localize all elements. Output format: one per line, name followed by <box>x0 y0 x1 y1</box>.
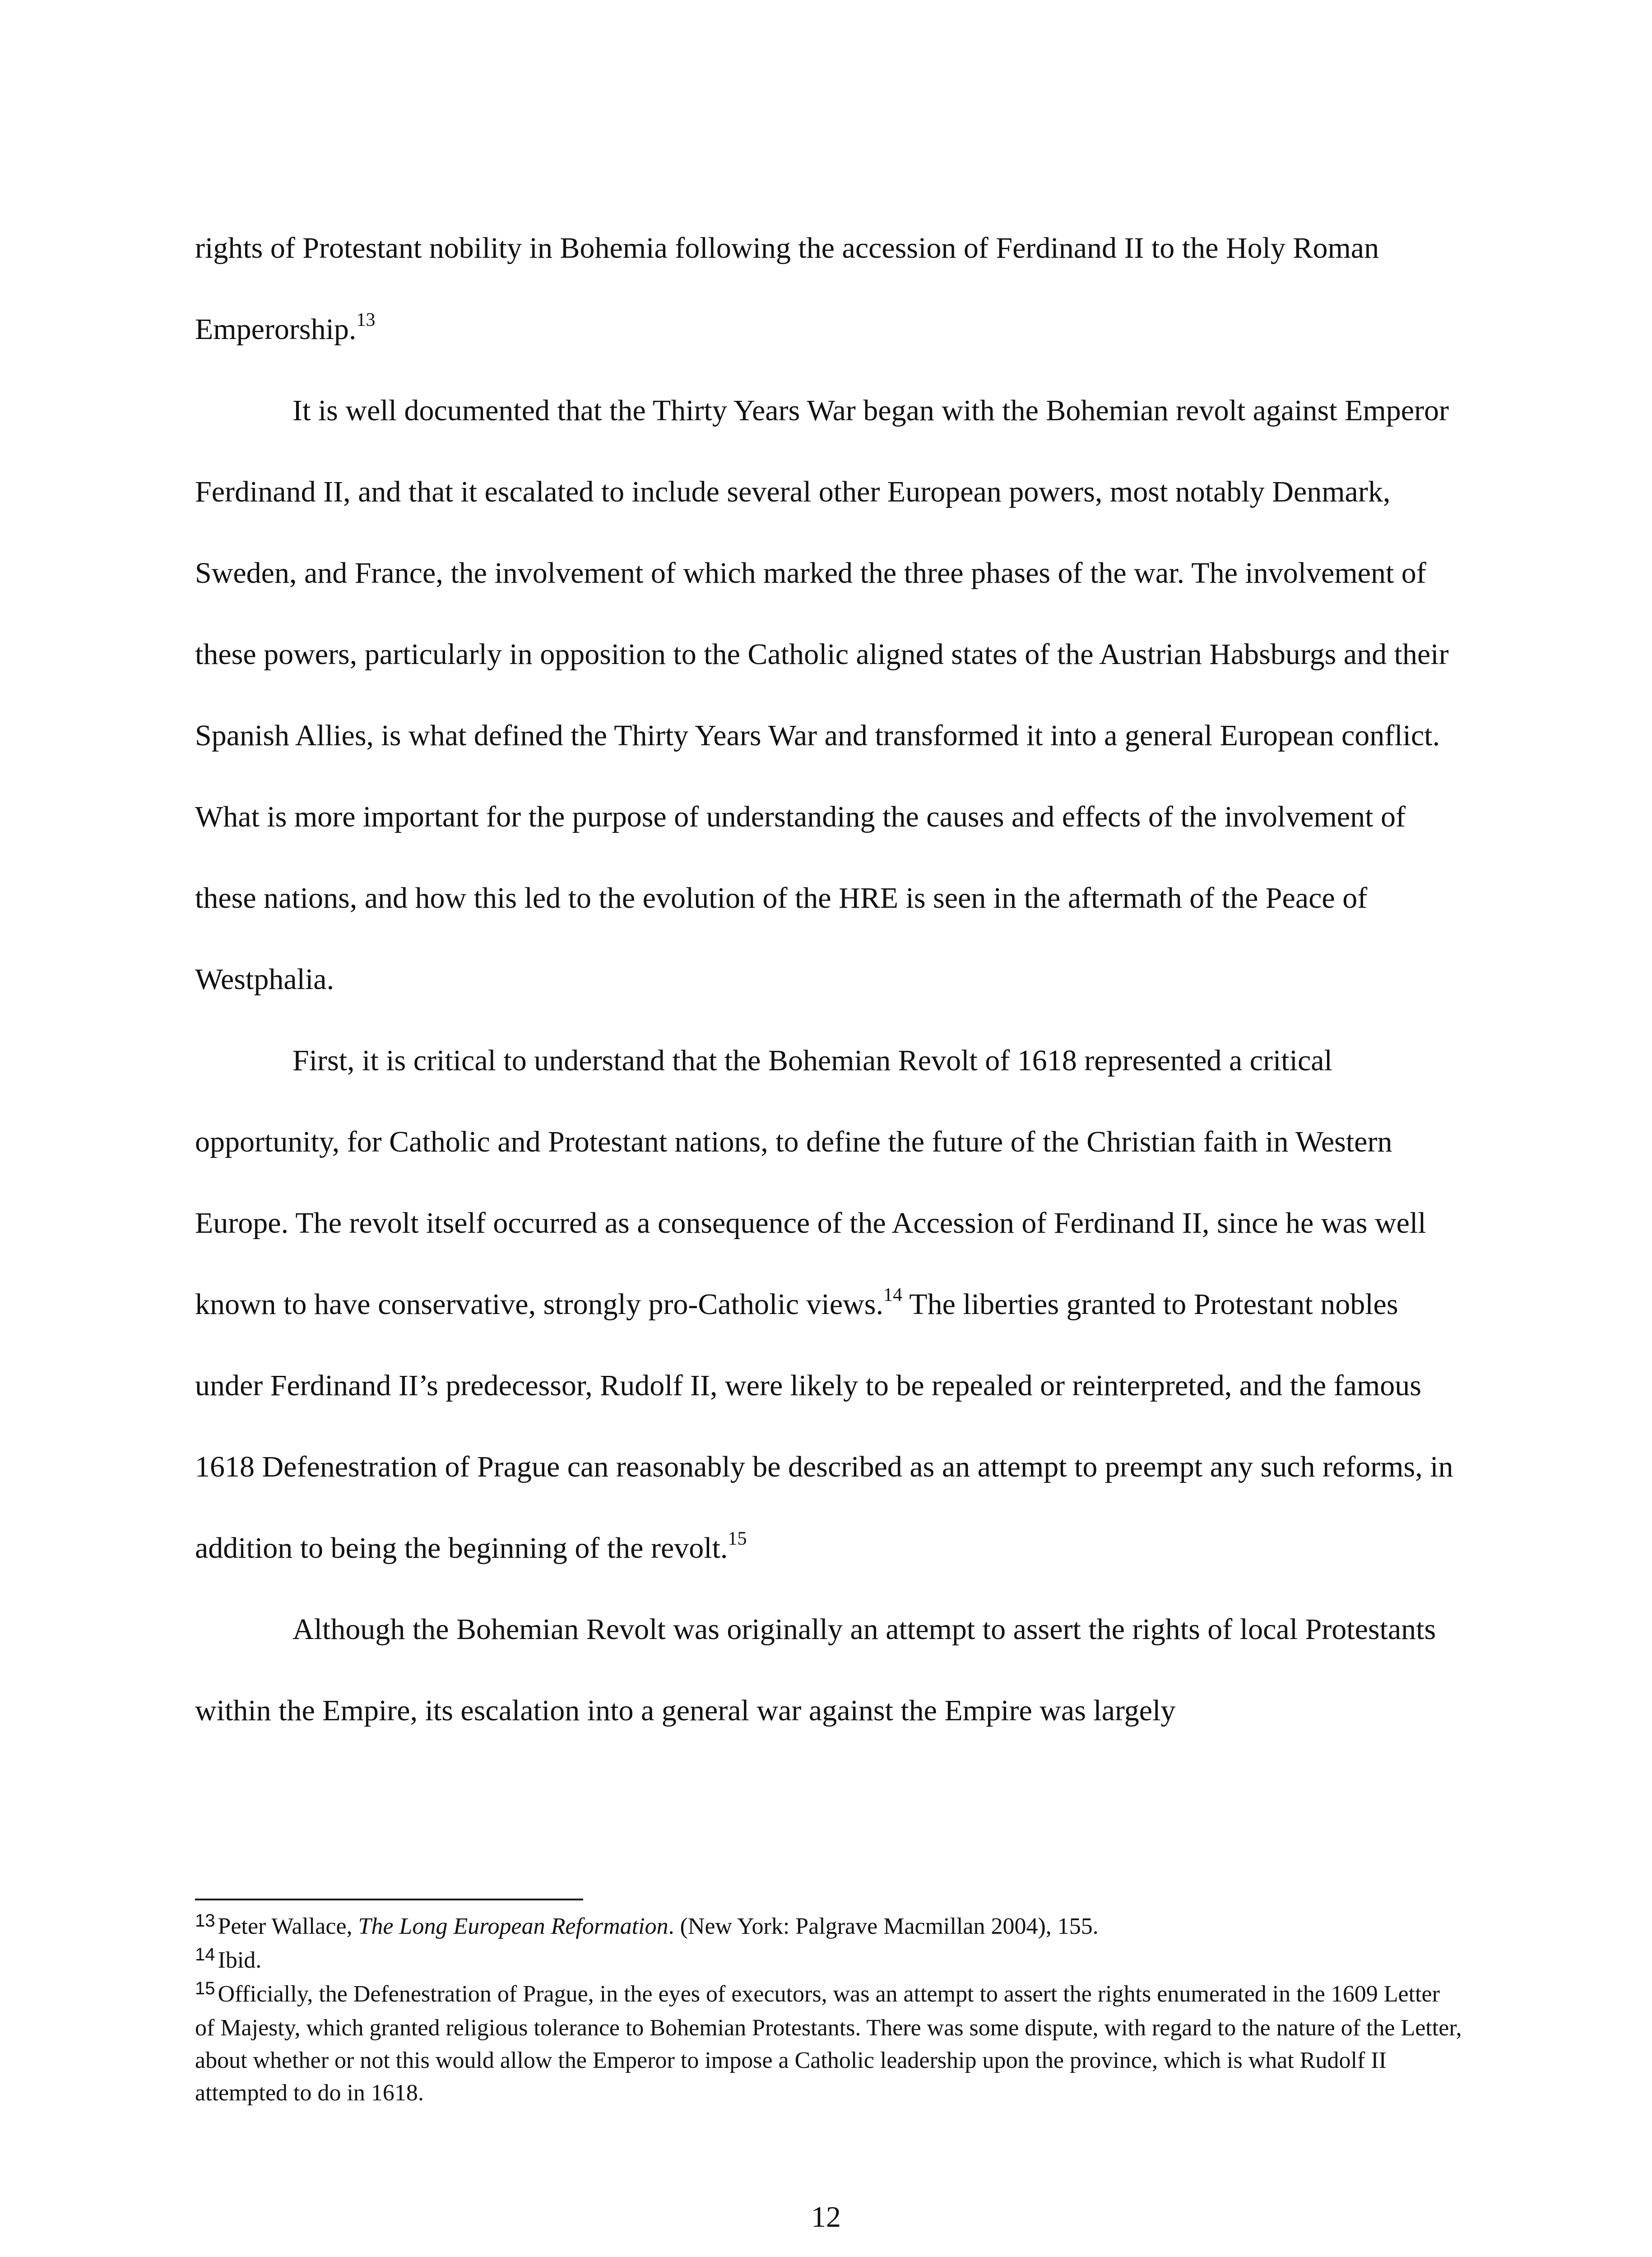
footnote-number: 15 <box>195 1978 215 1998</box>
footnote-ref-15[interactable]: 15 <box>728 1528 747 1549</box>
footnote-14 <box>195 1944 1463 1978</box>
page-number: 12 <box>811 2201 841 2234</box>
paragraph-2 <box>195 370 1463 1020</box>
footnote-13 <box>195 1910 1463 1944</box>
footnote-separator <box>195 1899 583 1900</box>
footnote-text: Peter Wallace, <box>218 1913 358 1939</box>
footnote-ref-13[interactable]: 13 <box>356 310 376 330</box>
footnote-text: . (New York: Palgrave Macmillan 2004), 155. <box>668 1913 1099 1939</box>
paragraph-4-text: Although the Bohemian Revolt was originally an attempt to assert the rights of local Protestants within the Empire, its escalation into a general war against the Empire was largely <box>195 1613 1436 1727</box>
footnote-number: 13 <box>195 1911 215 1931</box>
footnote-text: Ibid. <box>218 1947 262 1973</box>
footnote-ref-14[interactable]: 14 <box>883 1285 902 1305</box>
footnotes <box>195 1910 1463 2109</box>
paragraph-4 <box>195 1589 1463 1751</box>
footnote-text: Officially, the Defenestration of Prague, in the eyes of executors, was an attempt to assert the rights enumerated in the 1609 Letter of Majesty, which granted religious tolerance to Bohemian Protestants. There was some dispute, with regard to the nature of the Letter, about whether or not this would allow the Emperor to impose a Catholic leadership upon the province, which is what Rudolf II attempted to do in 1618. <box>195 1981 1462 2106</box>
paragraph-1 <box>195 208 1463 370</box>
paragraph-3 <box>195 1020 1463 1589</box>
paragraph-1-text: rights of Protestant nobility in Bohemia following the accession of Ferdinand II to the Holy Roman Emperorship. <box>195 232 1379 346</box>
footnote-number: 14 <box>195 1945 215 1964</box>
footnote-book-title: The Long European Reformation <box>358 1913 668 1939</box>
body-text <box>195 208 1463 1751</box>
paragraph-3-text-a: First, it is critical to understand that the Bohemian Revolt of 1618 represented a critical opportunity, for Catholic and Protestant nations, to define the future of the Christian faith in Western Europe. The revolt itself occurred as a consequence of the Accession of Ferdinand II, since he was well known to have conservative, strongly pro-Catholic views. <box>195 1044 1426 1321</box>
footnote-15 <box>195 1978 1463 2109</box>
paragraph-3-text-b: The liberties granted to Protestant nobles under Ferdinand II’s predecessor, Rudolf II, were likely to be repealed or reinterpreted, and the famous 1618 Defenestration of Prague can reasonably be described as an attempt to preempt any such reforms, in addition to being the beginning of the revolt. <box>195 1288 1453 1565</box>
paragraph-2-text: It is well documented that the Thirty Years War began with the Bohemian revolt against Emperor Ferdinand II, and that it escalated to include several other European powers, most notably Denmark, Sweden, and France, the involvement of which marked the three phases of the war. The involvement of these powers, particularly in opposition to the Catholic aligned states of the Austrian Habsburgs and their Spanish Allies, is what defined the Thirty Years War and transformed it into a general European conflict. What is more important for the purpose of understanding the causes and effects of the involvement of these nations, and how this led to the evolution of the HRE is seen in the aftermath of the Peace of Westphalia. <box>195 394 1449 996</box>
